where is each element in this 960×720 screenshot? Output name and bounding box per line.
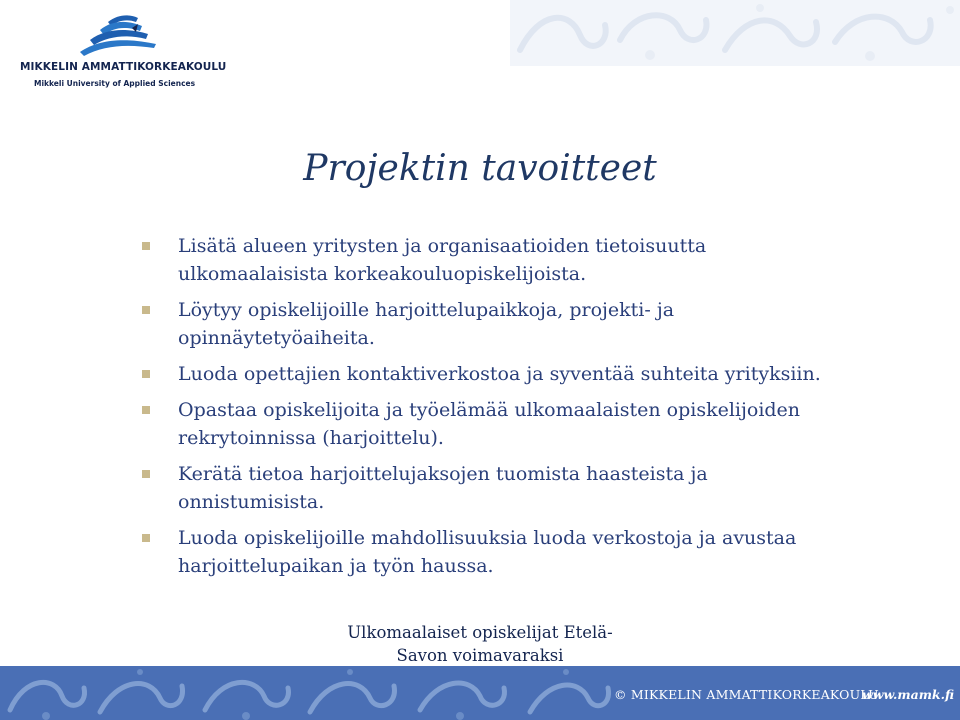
decorative-wave-pattern	[510, 0, 960, 66]
slide-title: Projektin tavoitteet	[303, 148, 657, 189]
bullet-text: Kerätä tietoa harjoittelujaksojen tuomista haasteista ja onnistumisista.	[178, 463, 708, 513]
square-bullet-icon	[142, 306, 150, 314]
bullet-list	[140, 232, 840, 588]
footer-caption-line: Ulkomaalaiset opiskelijat Etelä-	[347, 623, 613, 642]
bullet-text: Opastaa opiskelijoita ja työelämää ulkomaalaisten opiskelijoiden rekrytoinnissa (harjoittelu).	[178, 399, 801, 449]
logo-subtitle: Mikkeli University of Applied Sciences	[34, 79, 196, 88]
footer-url: www.mamk.fi	[862, 687, 955, 702]
footer-organization: © MIKKELIN AMMATTIKORKEAKOULU	[614, 687, 879, 702]
list-item	[140, 396, 840, 452]
bullet-text: Luoda opettajien kontaktiverkostoa ja syventää suhteita yrityksiin.	[178, 363, 821, 385]
square-bullet-icon	[142, 534, 150, 542]
square-bullet-icon	[142, 242, 150, 250]
square-bullet-icon	[142, 470, 150, 478]
logo-wave-icon	[78, 14, 158, 56]
square-bullet-icon	[142, 406, 150, 414]
list-item	[140, 296, 840, 352]
square-bullet-icon	[142, 370, 150, 378]
list-item	[140, 524, 840, 580]
list-item	[140, 360, 840, 388]
bullet-text: Luoda opiskelijoille mahdollisuuksia luoda verkostoja ja avustaa harjoittelupaikan ja työn haussa.	[178, 527, 797, 577]
list-item	[140, 232, 840, 288]
list-item	[140, 460, 840, 516]
decorative-wave-pattern	[0, 666, 620, 720]
school-logo	[20, 14, 227, 94]
logo-name: MIKKELIN AMMATTIKORKEAKOULU	[20, 61, 227, 73]
bullet-text: Löytyy opiskelijoille harjoittelupaikkoja, projekti- ja opinnäytetyöaiheita.	[178, 299, 675, 349]
bullet-text: Lisätä alueen yritysten ja organisaatioiden tietoisuutta ulkomaalaisista korkeakouluopiskelijoista.	[178, 235, 707, 285]
footer-caption	[330, 621, 630, 667]
footer-caption-line: Savon voimavaraksi	[396, 646, 564, 665]
